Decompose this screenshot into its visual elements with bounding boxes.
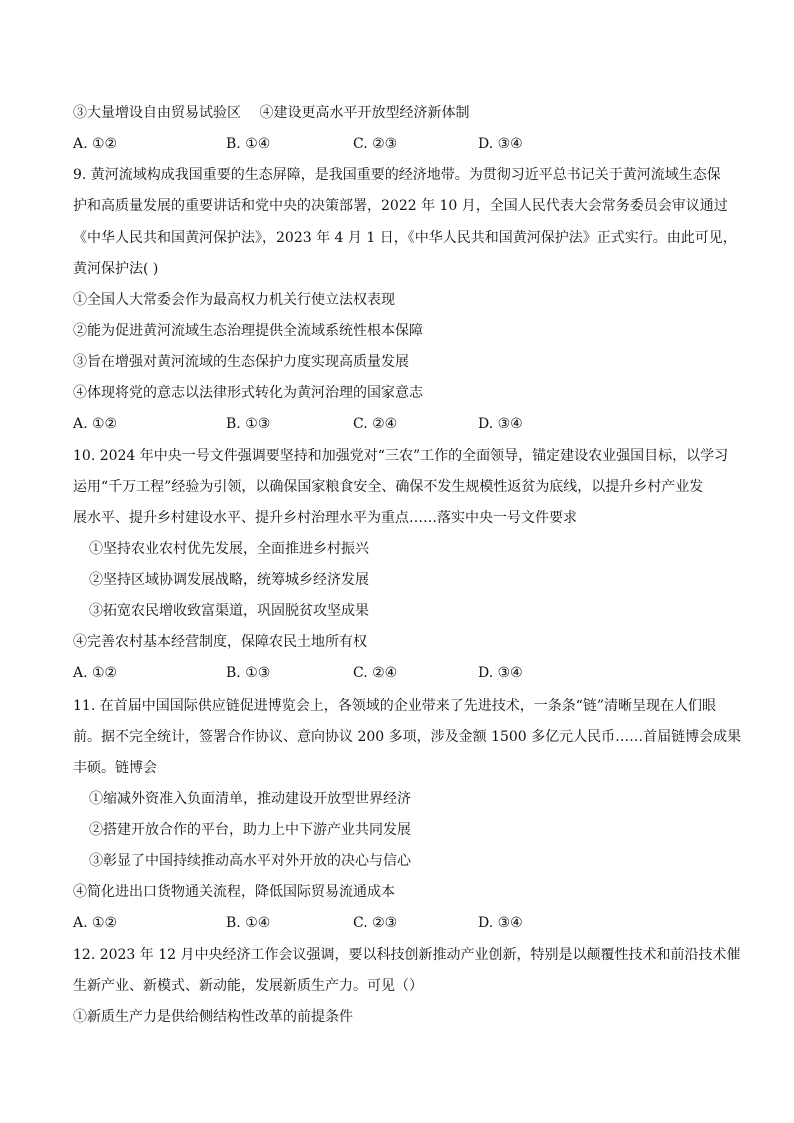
q8-option-c: C. ②③: [353, 136, 398, 152]
q11-stem-line-2: 前。据不完全统计，签署合作协议、意向协议 200 多项，涉及金额 1500 多亿元人民币……首届链博会成果: [73, 729, 742, 745]
q10-option-d: D. ③④: [478, 665, 523, 681]
q9-option-b: B. ①③: [226, 416, 271, 432]
q10-stem-line-3: 展水平、提升乡村建设水平、提升乡村治理水平为重点……落实中央一号文件要求: [73, 510, 577, 526]
q11-option-c: C. ②③: [353, 915, 398, 931]
q10-statement-2: ②坚持区域协调发展战略，统筹城乡经济发展: [89, 572, 369, 588]
q10-option-c: C. ②④: [353, 665, 398, 681]
q11-statement-1: ①缩减外资准入负面清单，推动建设开放型世界经济: [89, 791, 411, 807]
q12-stem-line-2: 生新产业、新模式、新动能，发展新质生产力。可见（）: [73, 978, 423, 994]
q8-statement-line: ③大量增设自由贸易试验区 ④建设更高水平开放型经济新体制: [73, 105, 470, 121]
q10-option-a: A. ①②: [73, 665, 118, 681]
q9-stem-line-3: 《中华人民共和国黄河保护法》，2023 年 4 月 1 日，《中华人民共和国黄河保护法》正式实行。由此可见，: [73, 230, 737, 246]
q11-option-a: A. ①②: [73, 915, 118, 931]
q9-stem-line-2: 护和高质量发展的重要讲话和党中央的决策部署，2022 年 10 月，全国人民代表大会常务委员会审议通过: [73, 198, 728, 214]
q11-stem-line-3: 丰硕。链博会: [73, 760, 157, 776]
q8-option-b: B. ①④: [226, 136, 271, 152]
q10-stem-line-1: 10. 2024 年中央一号文件强调要坚持和加强党对“三农”工作的全面领导，锚定建设农业强国目标，以学习: [73, 448, 729, 464]
q9-stem-line-4: 黄河保护法( ): [73, 261, 159, 277]
q9-stem-line-1: 9. 黄河流域构成我国重要的生态屏障，是我国重要的经济地带。为贯彻习近平总书记关于黄河流域生态保: [73, 167, 721, 183]
q9-statement-2: ②能为促进黄河流域生态治理提供全流域系统性根本保障: [73, 323, 423, 339]
q10-stem-line-2: 运用“千万工程”经验为引领，以确保国家粮食安全、确保不发生规模性返贫为底线，以提升乡村产业发: [73, 479, 704, 495]
q8-options: [73, 134, 733, 154]
q10-statement-3: ③拓宽农民增收致富渠道，巩固脱贫攻坚成果: [89, 603, 369, 619]
q10-option-b: B. ①③: [226, 665, 271, 681]
q11-statement-2: ②搭建开放合作的平台，助力上中下游产业共同发展: [89, 822, 411, 838]
q8-option-a: A. ①②: [73, 136, 118, 152]
q9-option-a: A. ①②: [73, 416, 118, 432]
q10-statement-1: ①坚持农业农村优先发展，全面推进乡村振兴: [89, 541, 369, 557]
q12-stem-line-1: 12. 2023 年 12 月中央经济工作会议强调，要以科技创新推动产业创新，特别是以颠覆性技术和前沿技术催: [73, 947, 741, 963]
q11-options: [73, 913, 733, 933]
q9-statement-1: ①全国人大常委会作为最高权力机关行使立法权表现: [73, 292, 395, 308]
q11-stem-line-1: 11. 在首届中国国际供应链促进博览会上，各领域的企业带来了先进技术，一条条“链”清晰呈现在人们眼: [73, 698, 717, 714]
q9-option-d: D. ③④: [478, 416, 523, 432]
q9-statement-3: ③旨在增强对黄河流域的生态保护力度实现高质量发展: [73, 354, 409, 370]
q12-statement-1: ①新质生产力是供给侧结构性改革的前提条件: [73, 1009, 353, 1025]
q11-option-b: B. ①④: [226, 915, 271, 931]
q10-options: [73, 663, 733, 683]
q9-statement-4: ④体现将党的意志以法律形式转化为黄河治理的国家意志: [73, 385, 423, 401]
q9-options: [73, 414, 733, 434]
q11-statement-3: ③彰显了中国持续推动高水平对外开放的决心与信心: [89, 853, 411, 869]
q11-statement-4: ④简化进出口货物通关流程，降低国际贸易流通成本: [73, 884, 395, 900]
q8-option-d: D. ③④: [478, 136, 523, 152]
q10-statement-4: ④完善农村基本经营制度，保障农民土地所有权: [73, 634, 367, 650]
q11-option-d: D. ③④: [478, 915, 523, 931]
q9-option-c: C. ②④: [353, 416, 398, 432]
